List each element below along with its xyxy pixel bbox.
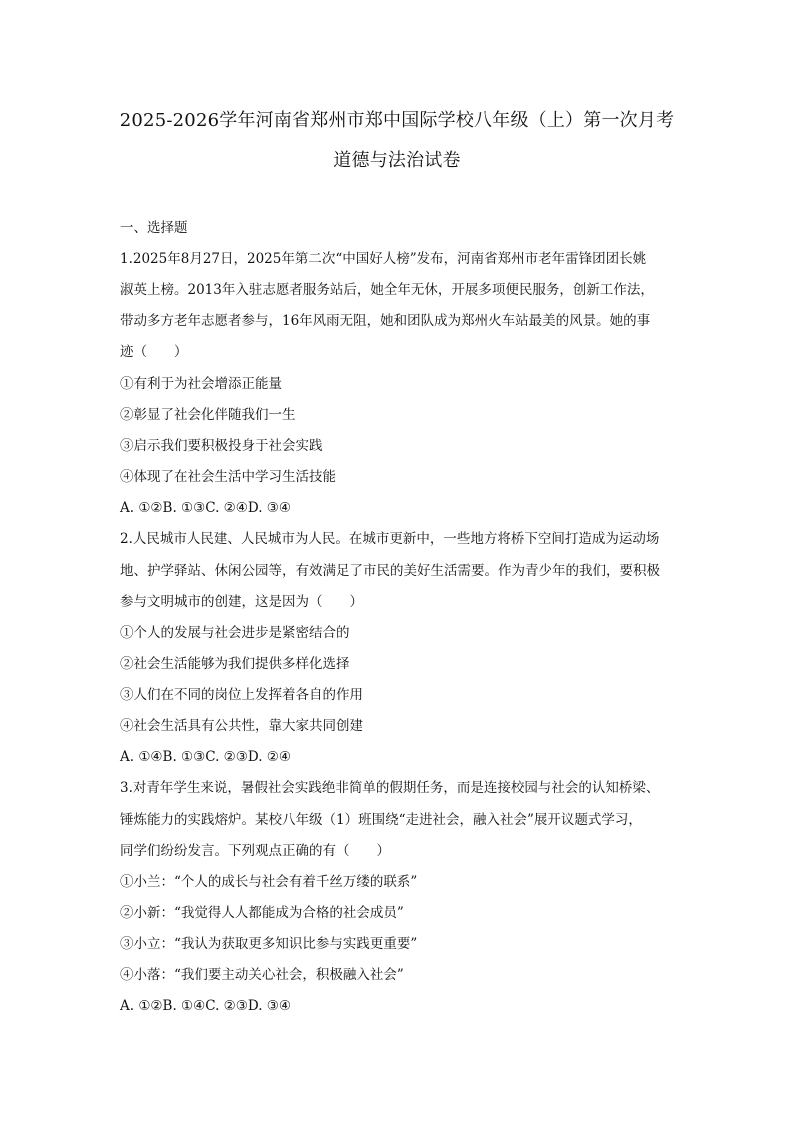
- q2-option: ③人们在不同的岗位上发挥着各自的作用: [120, 687, 363, 703]
- q3-stem-line: 锤炼能力的实践熔炉。某校八年级（1）班围绕“走进社会，融入社会”展开议题式学习，: [120, 812, 642, 828]
- q3-option: ②小新：“我觉得人人都能成为合格的社会成员”: [120, 905, 404, 921]
- q3-option: ①小兰：“个人的成长与社会有着千丝万缕的联系”: [120, 874, 418, 890]
- q1-stem-line: 带动多方老年志愿者参与，16年风雨无阻，她和团队成为郑州火车站最美的风景。她的事: [120, 313, 651, 329]
- q3-stem-line: 同学们纷纷发言。下列观点正确的有（ ）: [120, 843, 390, 859]
- q3-stem-line: 3.对青年学生来说，暑假社会实践绝非简单的假期任务，而是连接校园与社会的认知桥梁、: [120, 780, 660, 796]
- q1-answer-choices: A. ①②B. ①③C. ②④D. ③④: [120, 500, 292, 516]
- q2-answer-choices: A. ①④B. ①③C. ②③D. ②④: [120, 749, 292, 765]
- q1-stem-line: 淑英上榜。2013年入驻志愿者服务站后，她全年无休，开展多项便民服务，创新工作法，: [120, 282, 654, 298]
- q1-stem-line: 迹（ ）: [120, 344, 188, 360]
- q3-answer-choices: A. ①②B. ①④C. ②③D. ③④: [120, 998, 292, 1014]
- q1-stem-line: 1.2025年8月27日，2025年第二次“中国好人榜”发布，河南省郑州市老年雷锋团团长姚: [120, 251, 647, 267]
- q3-option: ④小落：“我们要主动关心社会，积极融入社会”: [120, 967, 404, 983]
- q1-option: ④体现了在社会生活中学习生活技能: [120, 469, 336, 485]
- q3-option: ③小立：“我认为获取更多知识比参与实践更重要”: [120, 936, 418, 952]
- exam-title-line1: 2025-2026学年河南省郑州市郑中国际学校八年级（上）第一次月考: [119, 110, 675, 131]
- q2-option: ④社会生活具有公共性，靠大家共同创建: [120, 718, 363, 734]
- q1-option: ②彰显了社会化伴随我们一生: [120, 407, 296, 423]
- q2-stem-line: 参与文明城市的创建，这是因为（ ）: [120, 594, 363, 610]
- q2-stem-line: 2.人民城市人民建、人民城市为人民。在城市更新中，一些地方将桥下空间打造成为运动场: [120, 531, 660, 547]
- q1-option: ①有利于为社会增添正能量: [120, 376, 282, 392]
- exam-title-line2: 道德与法治试卷: [333, 150, 461, 171]
- q1-option: ③启示我们要积极投身于社会实践: [120, 438, 323, 454]
- q2-option: ①个人的发展与社会进步是紧密结合的: [120, 625, 350, 641]
- q2-stem-line: 地、护学驿站、休闲公园等，有效满足了市民的美好生活需要。作为青少年的我们，要积极: [120, 563, 660, 579]
- section-heading: 一、选择题: [120, 220, 188, 236]
- q2-option: ②社会生活能够为我们提供多样化选择: [120, 656, 350, 672]
